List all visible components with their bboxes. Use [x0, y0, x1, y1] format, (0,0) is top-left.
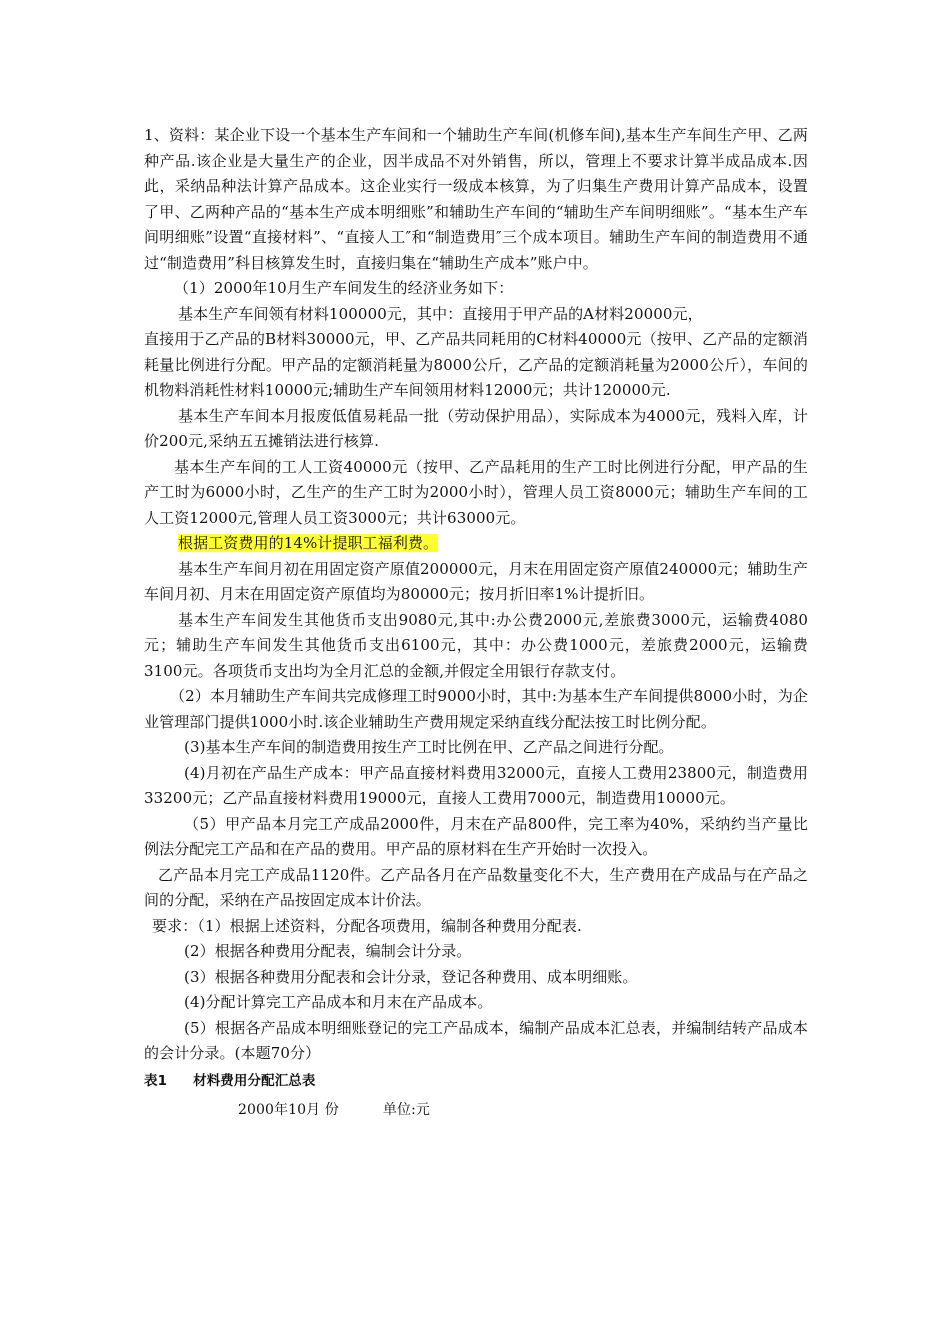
- table-title: [144, 1069, 808, 1095]
- paragraph-other-expenses: 基本生产车间发生其他货币支出9080元,其中:办公费2000元,差旅费3000元，运输费4080元；辅助生产车间发生其他货币支出6100元，其中：办公费1000元，差旅费2000元，运输费3100元。各项货币支出均为全月汇总的金额,并假定全用银行存款支付。: [144, 610, 808, 680]
- table-period: 2000年10月 份: [238, 1102, 339, 1118]
- paragraph-wages: 基本生产车间的工人工资40000元（按甲、乙产品耗用的生产工时比例进行分配，甲产品的生产工时为6000小时，乙生产的生产工时为2000小时），管理人员工资8000元；辅助生产车间的工人工资12000元,管理人员工资3000元；共计63000元。: [144, 457, 808, 527]
- paragraph-auxiliary: （2）本月辅助生产车间共完成修理工时9000小时，其中:为基本生产车间提供8000小时，为企业管理部门提供1000小时.该企业辅助生产费用规定采纳直线分配法按工时比例分配。: [144, 687, 808, 731]
- paragraph-product-b: 乙产品本月完工产成品1120件。乙产品各月在产品数量变化不大，生产费用在产成品与在产品之间的分配，采纳在产品按固定成本计价法。: [144, 865, 808, 909]
- paragraph-requirement-4: (4)分配计算完工产品成本和月末在产品成本。: [184, 993, 493, 1011]
- highlighted-text: 根据工资费用的14%计提职工福利费。: [178, 534, 439, 552]
- paragraph-requirement-3: (3）根据各种费用分配表和会计分录，登记各种费用、成本明细账。: [184, 967, 638, 986]
- paragraph-requirement-5: (5）根据各产品成本明细账登记的完工产品成本，编制产品成本汇总表，并编制结转产品成本的会计分录。(本题70分）: [144, 1018, 808, 1062]
- table-label: 表1: [144, 1072, 168, 1089]
- table-meta: [144, 1098, 808, 1124]
- paragraph-requirement-2: (2）根据各种费用分配表，编制会计分录。: [184, 942, 472, 960]
- paragraph-depreciation: 基本生产车间月初在用固定资产原值200000元，月末在用固定资产原值240000元；辅助生产车间月初、月末在用固定资产原值均为80000元；按月折旧率1%计提折旧。: [144, 559, 808, 603]
- paragraph-product-a: （5）甲产品本月完工产成品2000件，月末在产品800件，完工率为40%，采纳约当产量比例法分配完工产品和在产品的费用。甲产品的原材料在生产开始时一次投入。: [144, 814, 808, 858]
- paragraph-overhead: (3)基本生产车间的制造费用按生产工时比例在甲、乙产品之间进行分配。: [184, 738, 674, 756]
- table-unit: 单位:元: [382, 1102, 431, 1118]
- paragraph-low-value-items: 基本生产车间本月报废低值易耗品一批（劳动保护用品），实际成本为4000元，残料入库，计价200元,采纳五五摊销法进行核算.: [144, 406, 808, 450]
- paragraph-business-heading: （1）2000年10月生产车间发生的经济业务如下：: [174, 279, 514, 297]
- paragraph-requirement-1: 要求：（1）根据上述资料，分配各项费用，编制各种费用分配表.: [152, 916, 582, 935]
- paragraph-intro: 1、资料：某企业下设一个基本生产车间和一个辅助生产车间(机修车间),基本生产车间生产甲、乙两种产品.该企业是大量生产的企业，因半成品不对外销售，所以，管理上不要求计算半成品成本.因此，采纳品种法计算产品成本。这企业实行一级成本核算，为了归集生产费用计算产品成本，设置了甲、乙两种产品的“基本生产成本明细账”和辅助生产车间的“辅助生产车间明细账”。“基本生产车间明细账”设置“直接材料”、“直接人工″和“制造费用″三个成本项目。辅助生产车间的制造费用不通过“制造费用”科目核算发生时，直接归集在“辅助生产成本”账户中。: [144, 126, 808, 272]
- paragraph-opening-wip: (4)月初在产品生产成本：甲产品直接材料费用32000元，直接人工费用23800元，制造费用33200元；乙产品直接材料费用19000元，直接人工费用7000元，制造费用10000元。: [144, 763, 808, 807]
- table-name: 材料费用分配汇总表: [193, 1072, 316, 1089]
- paragraph-materials-2: 直接用于乙产品的B材料30000元，甲、乙产品共同耗用的C材料40000元（按甲、乙产品的定额消耗量比例进行分配。甲产品的定额消耗量为8000公斤，乙产品的定额消耗量为2000公斤），车间的机物料消耗性材料10000元;辅助生产车间领用材料12000元；共计120000元.: [144, 330, 808, 399]
- document-body: [144, 123, 808, 1124]
- paragraph-materials-1: 基本生产车间领有材料100000元，其中：直接用于甲产品的A材料20000元，: [178, 304, 703, 323]
- paragraph-welfare: [144, 531, 808, 557]
